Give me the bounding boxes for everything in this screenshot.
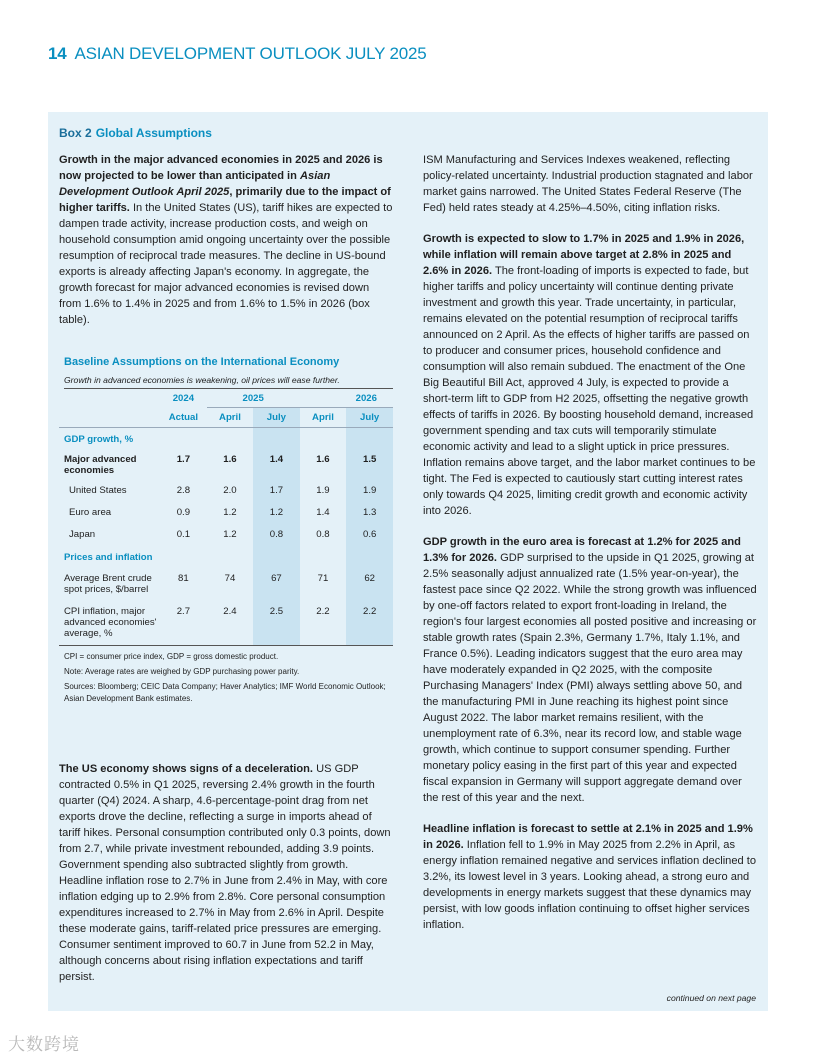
watermark-logo: 大数跨境: [8, 1035, 80, 1054]
box-title-text: Global Assumptions: [95, 126, 212, 140]
col-april-2025: April: [207, 408, 253, 428]
page-number: 14: [48, 44, 67, 63]
note-sources: Sources: Bloomberg; CEIC Data Company; Haver Analytics; IMF World Economic Outlook; Asian Development Bank estimates.: [64, 682, 386, 703]
paragraph: The US economy shows signs of a deceleration. US GDP contracted 0.5% in Q1 2025, reversing 2.4% growth in the fourth quarter (Q4) 2024. A sharp, 4.6-percentage-point drag from net exports drove the decline, reflecting a surge in imports ahead of tariff hikes. Personal consumption contributed only 0.3 points, down from 2.7, while private investment rebounded, adding 3.9 points. Government spending also subtracted slightly from growth. Headline inflation rose to 2.7% in June from 2.4% in May, with core inflation edging up to 2.9% from 2.8%. Core personal consumption expenditures increased to 2.7% in May from 2.6% in April. Despite these moderate gains, tariff-related price pressures are emerging. Consumer sentiment improved to 60.7 in June from 52.2 in May, although concerns about rising inflation expectations and tariff persist.: [59, 763, 391, 983]
year-2025: 2025: [207, 389, 300, 408]
table-subtitle: Growth in advanced economies is weakening, oil prices will ease further.: [64, 375, 393, 389]
subheader-row: [59, 408, 393, 428]
table-row: CPI inflation, major advanced economies' average, % 2.7 2.4 2.5 2.2 2.2: [59, 601, 393, 646]
col-july-2026: July: [346, 408, 393, 428]
table-row: United States 2.8 2.0 1.7 1.9 1.9: [59, 480, 393, 502]
col-april-2026: April: [300, 408, 347, 428]
section-prices: Prices and inflation: [59, 546, 393, 568]
section-gdp: GDP growth, %: [59, 428, 393, 451]
table-notes: [59, 651, 393, 705]
table-row: Average Brent crude spot prices, $/barrel 81 74 67 71 62: [59, 568, 393, 601]
year-2026: 2026: [300, 389, 393, 408]
left-column-bottom: [59, 761, 393, 1000]
data-table: [59, 389, 393, 646]
paragraph: Headline inflation is forecast to settle at 2.1% in 2025 and 1.9% in 2026. Inflation fell to 1.9% in May 2025 from 2.2% in April, as energy inflation remained negative and services inflation declined to 3.2%, its lowest level in 3 years. Looking ahead, a strong euro and developments in energy markets suggest that these dynamics may persist, with low goods inflation continuing to offset higher services inflation.: [423, 823, 757, 931]
col-actual: Actual: [160, 408, 207, 428]
continued-note: continued on next page: [666, 993, 756, 1003]
paragraph: Growth is expected to slow to 1.7% in 2025 and 1.9% in 2026, while inflation will remain above target at 2.8% in 2025 and 2.6% in 2026. The front-loading of imports is expected to fade, but higher tariffs and policy uncertainty will continue denting private investment and growth this year. Trade uncertainty, in particular, remains elevated on the potential resumption of reciprocal tariffs announced on 2 April. As the effects of higher tariffs are passed on to producer and consumer prices, household confidence and consumption will also remain subdued. The enactment of the One Big Beautiful Bill Act, approved 4 July, is expected to provide a short-term lift to GDP from H2 2025, offsetting the negative growth effects of tariffs in 2026. By boosting household demand, increased government spending and tax cuts will temporarily stimulate economic activity and lead to a slight uptick in price pressures. Inflation remains above target, and the labor market continues to be tight. The Fed is expected to cautiously start cutting interest rates only towards Q4 2025, limiting credit growth and economic activity into 2026.: [423, 233, 756, 517]
table-title: Baseline Assumptions on the International Economy: [64, 356, 340, 368]
paragraph: ISM Manufacturing and Services Indexes weakened, reflecting policy-related uncertainty. Industrial production stagnated and labor market gains narrowed. The United States Federal Reserve (The Fed) held rates steady at 4.25%–4.50%, citing inflation risks.: [423, 154, 753, 214]
box-2-global-assumptions: [48, 112, 768, 1011]
left-column-top: [59, 152, 393, 343]
publication-title: ASIAN DEVELOPMENT OUTLOOK JULY 2025: [74, 44, 427, 63]
note-weights: Note: Average rates are weighed by GDP purchasing power parity.: [64, 667, 300, 676]
year-header-row: [59, 389, 393, 408]
box-title: [59, 126, 212, 140]
right-column: [423, 152, 759, 948]
page-header: [48, 44, 427, 64]
table-row: Japan 0.1 1.2 0.8 0.8 0.6: [59, 524, 393, 546]
table-row: Euro area 0.9 1.2 1.2 1.4 1.3: [59, 502, 393, 524]
year-2024: 2024: [172, 392, 195, 404]
note-abbreviations: CPI = consumer price index, GDP = gross domestic product.: [64, 652, 279, 661]
table-row: Major advanced economies 1.7 1.6 1.4 1.6 1.5: [59, 450, 393, 480]
col-july-2025: July: [253, 408, 299, 428]
baseline-assumptions-table: [59, 356, 393, 708]
paragraph: Growth in the major advanced economies in 2025 and 2026 is now projected to be lower than anticipated in Asian Development Outlook April 2025, primarily due to the impact of higher tariffs. In the United States (US), tariff hikes are expected to dampen trade activity, increase production costs, and weigh on household consumption amid ongoing uncertainty over the possible resumption of reciprocal trade measures. The decline in US-bound exports is already affecting Japan's economy. In aggregate, the growth forecast for major advanced economies is revised down from 1.6% to 1.4% in 2025 and from 1.6% to 1.5% in 2026 (box table).: [59, 154, 393, 326]
paragraph: GDP growth in the euro area is forecast at 1.2% for 2025 and 1.3% for 2026. GDP surprised to the upside in Q1 2025, growing at 2.5% seasonally adjust annualized rate (1.5% year-on-year), the fastest pace since Q2 2022. While the strong growth was influenced by one-off factors related to export front-loading in Ireland, the region's four largest economies all posted positive and increasing or stable growth rates (Spain 2.3%, Germany 1.7%, Italy 1.1%, and France 0.5%). Leading indicators suggest that the euro area may have moderately expanded in Q2 2025, with the composite Purchasing Managers' Index (PMI) always settling above 50, and the manufacturing PMI in June reaching its highest point since August 2022. The labor market remains resilient, with the unemployment rate of 6.3%, near its record low, and stable wage growth, which continue to support consumer spending. Further monetary policy easing in the first part of this year and expected fiscal expansion in Germany will support aggregate demand over the rest of this year and the next.: [423, 536, 757, 804]
box-number: Box 2: [59, 126, 92, 140]
